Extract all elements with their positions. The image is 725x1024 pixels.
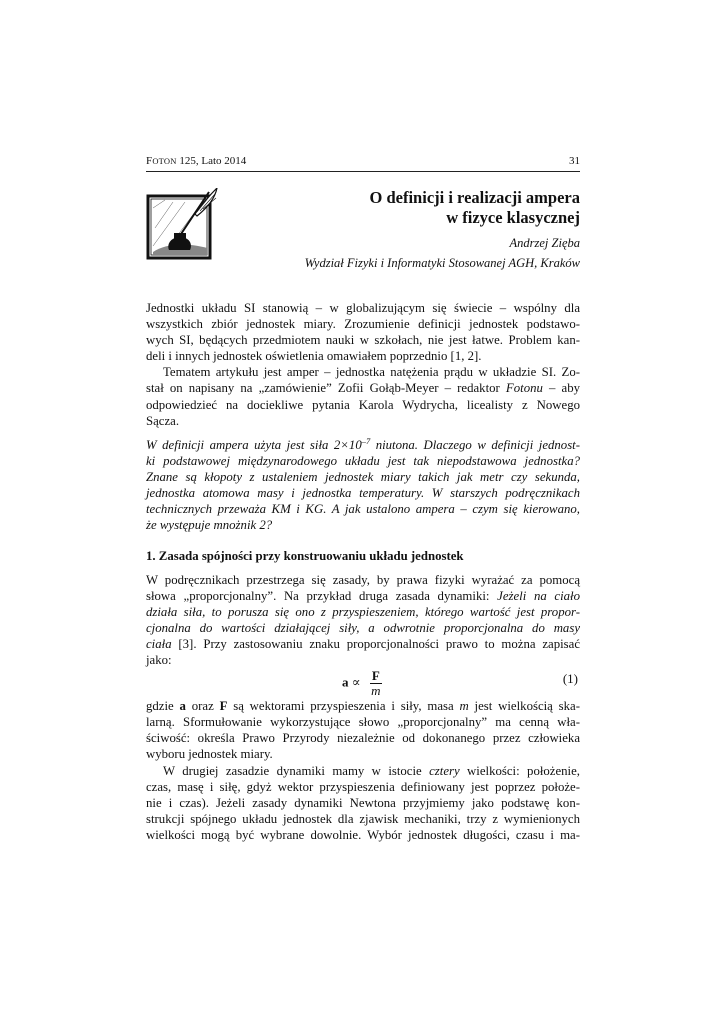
author-name: Andrzej Zięba [509, 236, 580, 250]
intro-paragraph-1: Jednostki układu SI stanowią – w globalizującym się świecie – wspólny dla wszystkich zbiór jednostek miary. Zrozumienie definicji jednostek podstawo- wych SI, będących przedmiotem nauki w szkołach, nie jest łatwe. Problem kan- deli i innych jednostek oświetlenia omawiałem poprzednio [1, 2]. [146, 301, 580, 364]
reader-question: W definicji ampera użyta jest siła $2\times 10^{-7}$ niutona. Dlaczego w definicji jednost- ki podstawowej międzynarodowego układu jest tak niepodstawowa jednostka? Znane są kłopoty z ustaleniem jednostek miary takich jak metr czy sekunda, jednostka atomowa masy i jednostka temperatury. W starszych podręcznikach technicznych przeważa KM i KG. A jak ustalono ampera – czym się kierowano, że występuje mnożnik 2? [146, 436, 580, 533]
eq-fraction: $\frac{F}{m}$ [371, 668, 381, 698]
ink-pot-quill-logo-icon [145, 188, 221, 266]
intro-paragraph-2: Tematem artykułu jest amper – jednostka natężenia prądu w układzie SI. Zo- stał on napisany na „zamówienie” Zofii Gołąb-Meyer – redaktor Fotonu – aby odpowiedzieć na dociekliwe pytania Karola Wydrycha, licealisty z Nowego Sącza. [146, 365, 580, 428]
equation-number: (1) [562, 671, 578, 686]
article-title: O definicji i realizacji ampera w fizyce klasycznej [369, 188, 580, 227]
section1-paragraph-3: W drugiej zasadzie dynamiki mamy w istocie cztery wielkości: położenie, czas, masę i siłę, gdyż wektor przyspieszenia definiowany jest poprzez położe- nie i czas). Jeżeli zasady dynamiki Newtona przyjmiemy jako podstawę kon- strukcji spójnego układu jednostek dla zjawisk mechaniki, trzy z wymienionych wielkości mogą być wybrane dowolnie. Wybór jednostek długości, czasu i ma- [146, 764, 580, 843]
section1-paragraph-2: gdzie a oraz F są wektorami przyspieszenia i siły, masa m jest wielkością ska- larną. Sformułowanie wykorzystujące słowo „proporcjonalny” ma cenną wła- ściwość: określa Prawo Przyrody niezależnie od dokonanego przez człowieka wyboru jednostek miary. [146, 699, 580, 762]
author-affiliation: Wydział Fizyki i Informatyki Stosowanej AGH, Kraków [304, 256, 580, 270]
eq-relation: ∝ [351, 674, 361, 690]
intro-section [146, 300, 580, 429]
header-rule [146, 171, 580, 172]
page-number: 31 [569, 155, 580, 167]
section1-paragraph-1: W podręcznikach przestrzega się zasady, by prawa fizyki wyrażać za pomocą słowa „proporcjonalny”. Na przykład druga zasada dynamiki: Jeżeli na ciało działa siła, to porusza się ono z przyspieszeniem, którego wartość jest propor- cjonalna do wartości działającej siły, a odwrotnie proporcjonalna do masy ciała [3]. Przy zastosowaniu znaku proporcjonalności prawo to można zapisać jako: [146, 573, 581, 668]
journal-info: FOTON 125, Lato 2014 [146, 155, 247, 167]
section-heading: 1. Zasada spójności przy konstruowaniu układu jednostek [146, 549, 464, 563]
eq-lhs: a [342, 674, 349, 690]
equation-1 [146, 665, 580, 698]
